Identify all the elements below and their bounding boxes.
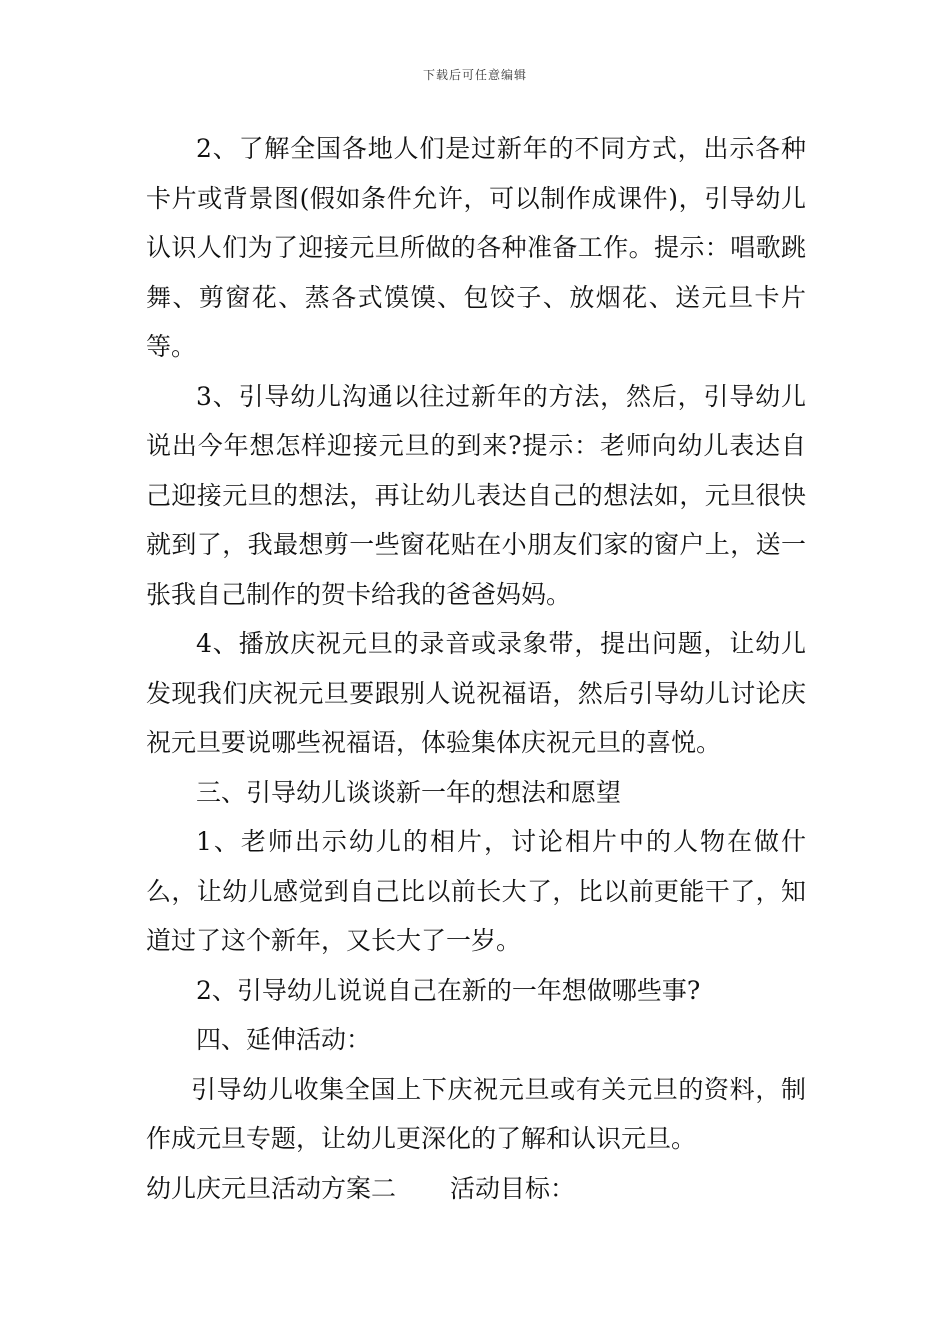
plan-title-line (146, 1164, 806, 1214)
plan-subtitle: 活动目标： (450, 1173, 576, 1203)
paragraph-4: 1、老师出示幼儿的相片，讨论相片中的人物在做什么，让幼儿感觉到自己比以前长大了，比以前更能干了，知道过了这个新年，又长大了一岁。 (146, 827, 806, 955)
section-heading-3: 三、引导幼儿谈谈新一年的想法和愿望 (196, 777, 622, 807)
page-header: 下载后可任意编辑 (422, 68, 527, 82)
section-heading-4: 四、延伸活动： (196, 1025, 372, 1054)
paragraph-2: 3、引导幼儿沟通以往过新年的方法，然后，引导幼儿说出今年想怎样迎接元旦的到来?提示：老师向幼儿表达自己迎接元旦的想法，再让幼儿表达自己的想法如，元旦很快就到了，我最想剪一些窗花贴在小朋友们家的窗户上，送一张我自己制作的贺卡给我的爸爸妈妈。 (146, 381, 806, 609)
paragraph-3: 4、播放庆祝元旦的录音或录象带，提出问题，让幼儿发现我们庆祝元旦要跟别人说祝福语，然后引导幼儿讨论庆祝元旦要说哪些祝福语，体验集体庆祝元旦的喜悦。 (146, 629, 806, 757)
paragraph-6: 引导幼儿收集全国上下庆祝元旦或有关元旦的资料，制作成元旦专题，让幼儿更深化的了解和认识元旦。 (146, 1074, 806, 1153)
paragraph-5: 2、引导幼儿说说自己在新的一年想做哪些事? (196, 975, 701, 1005)
plan-title: 幼儿庆元旦活动方案二 (146, 1173, 397, 1203)
document-body (146, 124, 806, 1213)
paragraph-1: 2、了解全国各地人们是过新年的不同方式，出示各种卡片或背景图(假如条件允许，可以制作成课件)，引导幼儿认识人们为了迎接元旦所做的各种准备工作。提示：唱歌跳舞、剪窗花、蒸各式馍馍、包饺子、放烟花、送元旦卡片等。 (146, 134, 806, 361)
